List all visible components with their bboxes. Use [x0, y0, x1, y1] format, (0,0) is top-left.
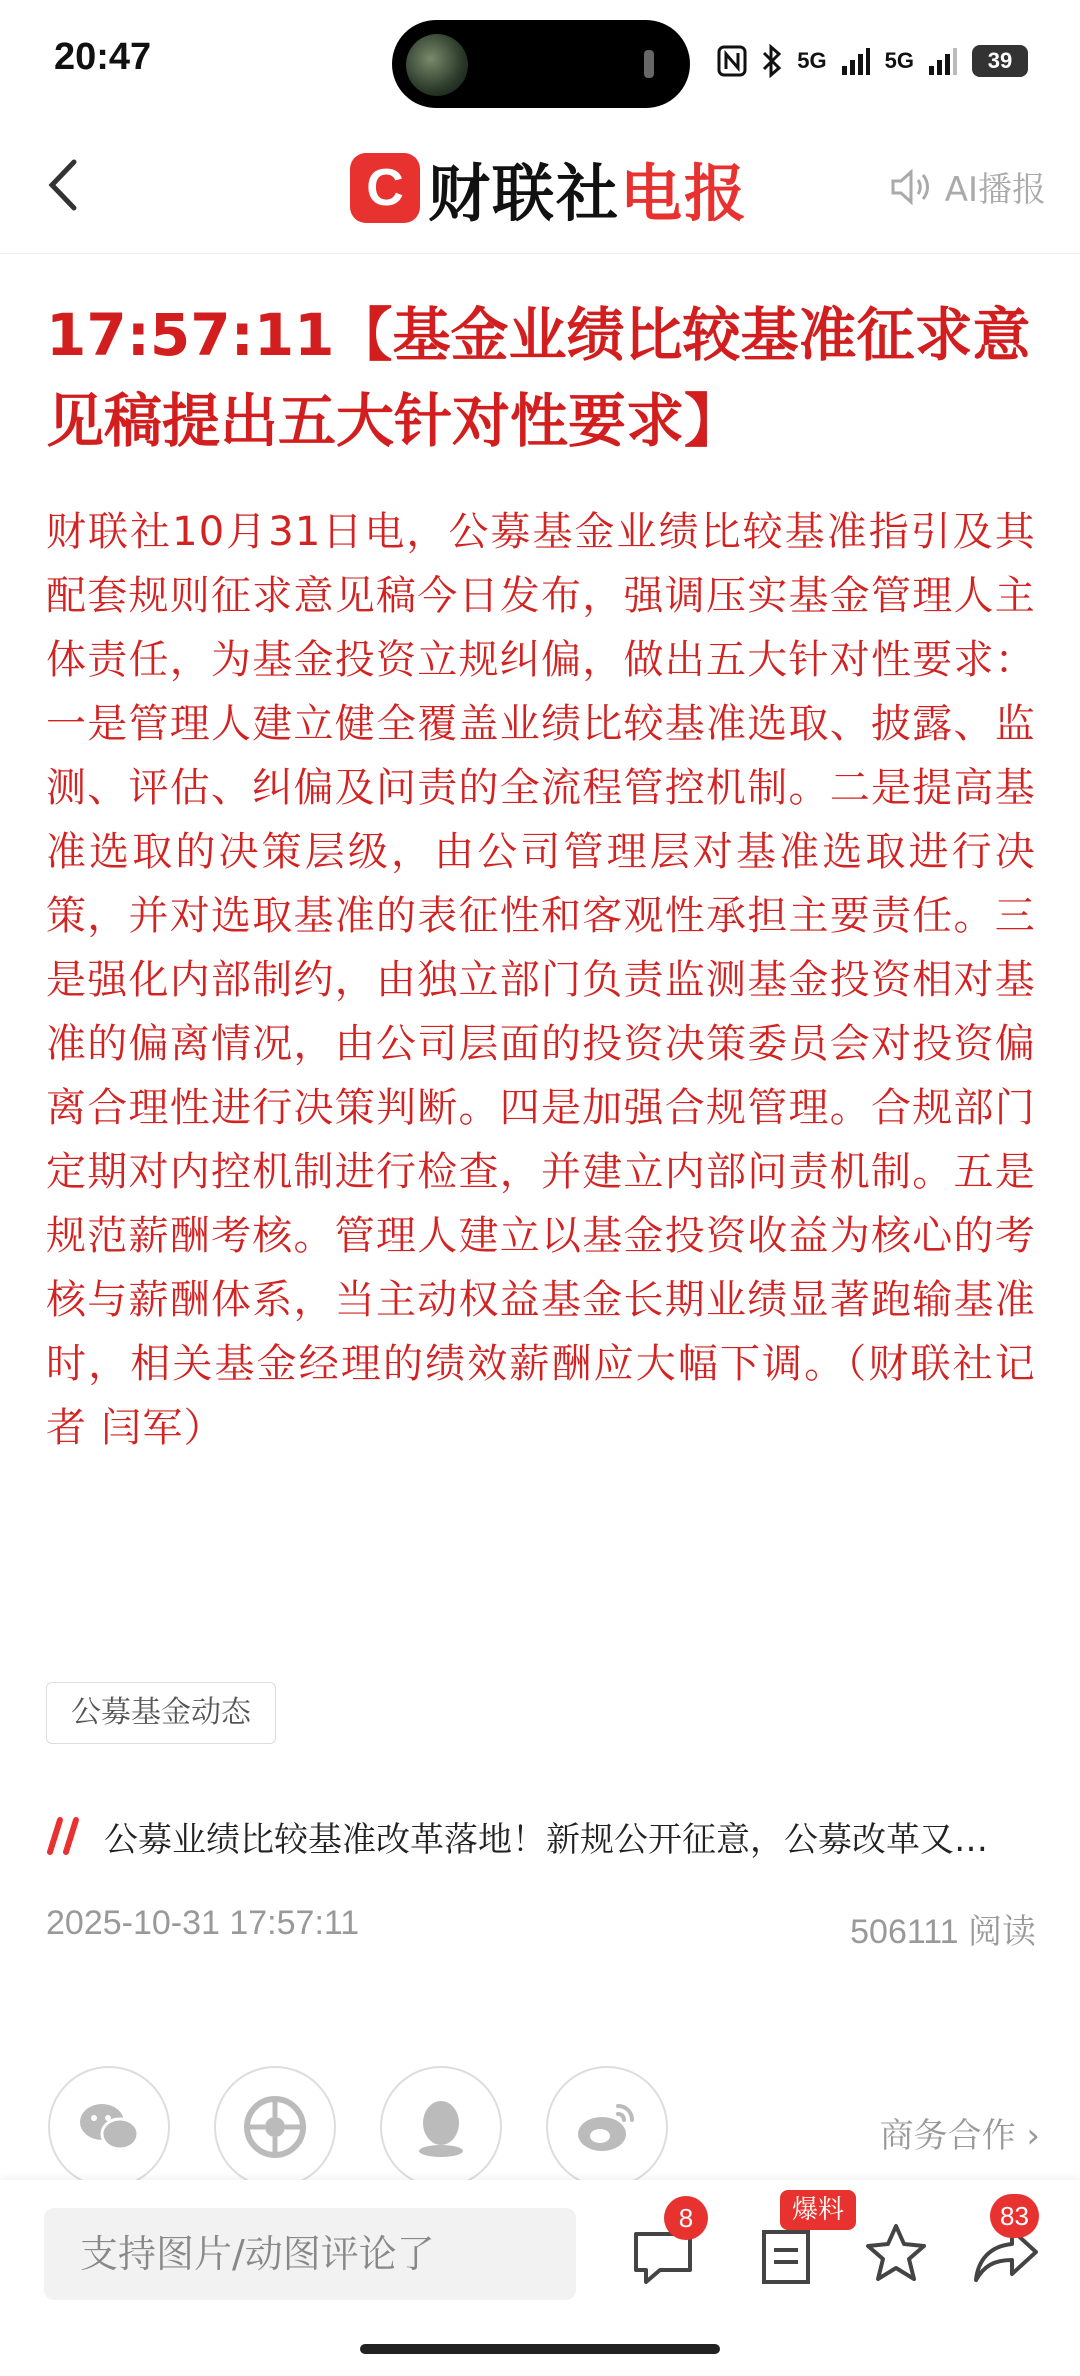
nav-bar	[0, 120, 1080, 254]
5g-signal-icon	[841, 46, 871, 76]
bottom-bar	[0, 2180, 1080, 2376]
weibo-icon	[574, 2098, 640, 2156]
comment-count-badge: 8	[664, 2196, 708, 2240]
topic-tag[interactable]: 公募基金动态	[46, 1682, 276, 1744]
logo-mark: C	[350, 153, 420, 223]
share-buttons	[48, 2066, 668, 2188]
share-weibo-button[interactable]	[546, 2066, 668, 2188]
status-time: 20:47	[54, 36, 152, 78]
share-count-badge: 83	[990, 2194, 1039, 2238]
brand-logo	[350, 148, 748, 228]
chevron-left-icon	[36, 150, 96, 220]
nfc-icon	[717, 45, 747, 77]
qq-icon	[414, 2095, 468, 2159]
live-activity-thumbnail	[406, 34, 468, 96]
logo-text-main: 财联社	[428, 156, 621, 230]
status-bar	[0, 0, 1080, 120]
speaker-icon	[889, 167, 935, 207]
share-wechat-button[interactable]	[48, 2066, 170, 2188]
related-article-title: 公募业绩比较基准改革落地！新规公开征意，公募改革又…	[104, 1819, 988, 1860]
article-body: 财联社10月31日电，公募基金业绩比较基准指引及其配套规则征求意见稿今日发布，强调压实基金管理人主体责任，为基金投资立规纠偏，做出五大针对性要求：一是管理人建立健全覆盖业绩比较基准选取、披露、监测、评估、纠偏及问责的全流程管控机制。二是提高基准选取的决策层级，由公司管理层对基准选取进行决策，并对选取基准的表征性和客观性承担主要责任。三是强化内部制约，由独立部门负责监测基金投资相对基准的偏离情况，由公司层面的投资决策委员会对投资偏离合理性进行决策判断。四是加强合规管理。合规部门定期对内控机制进行检查，并建立内部问责机制。五是规范薪酬考核。管理人建立以基金投资收益为核心的考核与薪酬体系，当主动权益基金长期业绩显著跑输基准时，相关基金经理的绩效薪酬应大幅下调。（财联社记者 闫军）	[46, 509, 1036, 1451]
ai-broadcast-label: AI播报	[944, 170, 1046, 210]
battery-indicator: 39	[972, 45, 1028, 77]
share-qq-button[interactable]	[380, 2066, 502, 2188]
comments-button[interactable]	[626, 2203, 702, 2292]
read-count: 506111 阅读	[850, 1913, 1036, 1951]
business-cooperation-link[interactable]: 商务合作 ›	[879, 2116, 1040, 2156]
moments-icon	[243, 2095, 307, 2159]
live-activity-indicator	[644, 50, 654, 78]
signal-2-label: 5G	[884, 48, 914, 73]
publish-datetime: 2025-10-31 17:57:11	[46, 1904, 360, 1942]
tip-off-label: 爆料	[780, 2190, 856, 2230]
double-slash-icon	[46, 1816, 82, 1856]
tip-off-button[interactable]	[748, 2195, 845, 2292]
star-icon	[858, 2216, 934, 2292]
share-button[interactable]	[968, 2201, 1044, 2292]
logo-text	[428, 144, 748, 233]
wechat-icon	[76, 2098, 142, 2156]
comment-input[interactable]: 支持图片/动图评论了	[44, 2208, 576, 2300]
home-indicator	[360, 2344, 720, 2354]
bluetooth-icon	[761, 44, 783, 78]
dynamic-island	[392, 20, 690, 108]
5g-signal-icon	[928, 46, 958, 76]
favorite-button[interactable]	[858, 2216, 934, 2292]
logo-text-accent: 电报	[620, 156, 749, 230]
related-article-link[interactable]	[46, 1806, 1036, 1866]
article-headline: 17:57:11【基金业绩比较基准征求意见稿提出五大针对性要求】	[46, 301, 1031, 455]
ai-broadcast-button[interactable]	[889, 162, 1046, 211]
status-icons	[717, 44, 1028, 78]
back-button[interactable]	[36, 150, 96, 220]
article-meta	[46, 1904, 1036, 1953]
signal-1-label: 5G	[797, 48, 827, 73]
share-moments-button[interactable]	[214, 2066, 336, 2188]
